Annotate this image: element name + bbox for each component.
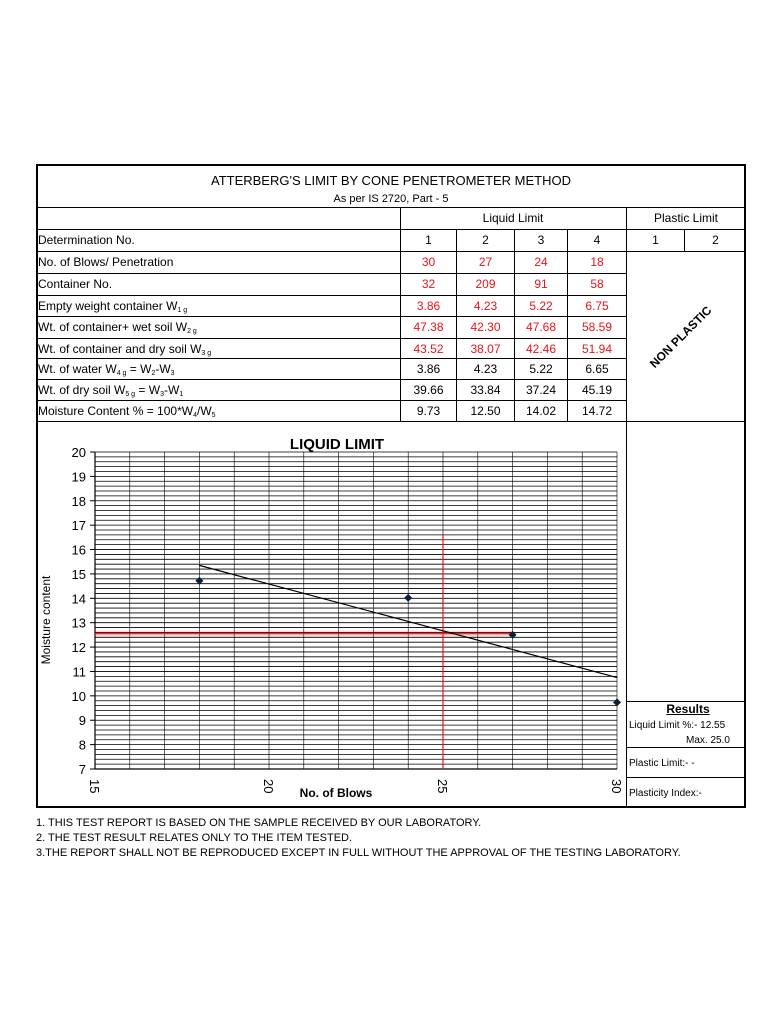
x-tick-label: 20 — [261, 779, 276, 794]
table-cell: 58 — [590, 277, 604, 291]
table-cell: 33.84 — [470, 383, 501, 397]
y-tick-label: 20 — [71, 445, 86, 460]
plasticity-index-result: Plasticity Index:- — [629, 788, 702, 799]
y-tick-label: 18 — [71, 493, 86, 509]
table-cell: 27 — [478, 255, 493, 269]
x-axis-label: No. of Blows — [299, 786, 373, 800]
row-label: Moisture Content % = $100*W_4/W_5$ — [38, 404, 216, 419]
chart-title: LIQUID LIMIT — [289, 436, 385, 453]
table-cell: 5.22 — [529, 362, 553, 376]
y-tick-label: 12 — [71, 640, 86, 656]
table-cell: 58.59 — [581, 320, 613, 334]
table-cell: 3.86 — [416, 299, 441, 313]
table-cell: 24 — [534, 255, 548, 269]
table-cell: 4.23 — [473, 362, 498, 376]
table-cell: 42.46 — [525, 342, 557, 356]
table-cell: 6.75 — [585, 299, 609, 313]
report-notes — [36, 816, 681, 861]
table-cell: 30 — [421, 255, 436, 269]
data-point — [404, 594, 412, 602]
table-cell: 4.23 — [473, 299, 498, 313]
table-cell: 14.02 — [525, 404, 557, 418]
y-tick-label: 8 — [78, 737, 86, 753]
liquid-limit-max: Max. 25.0 — [686, 735, 730, 746]
non-plastic-stamp: NON PLASTIC — [646, 303, 715, 371]
report-subtitle: As per IS 2720, Part - 5 — [333, 193, 449, 205]
table-cell: 51.94 — [581, 342, 613, 356]
table-cell: 37.24 — [525, 383, 557, 397]
table-cell: 5.22 — [529, 299, 553, 313]
table-cell: 2 — [482, 233, 489, 247]
y-tick-label: 13 — [71, 615, 86, 631]
y-axis-ticks — [72, 445, 95, 777]
row-label: Wt. of dry soil $W_{5 g} = W_3-W_1$ — [38, 383, 184, 398]
plastic-column-1: 1 — [652, 233, 659, 247]
results-rule — [626, 747, 746, 748]
note-line: 2. THE TEST RESULT RELATES ONLY TO THE ITEM TESTED. — [36, 832, 353, 844]
results-title: Results — [666, 702, 710, 716]
table-cell: 6.65 — [585, 362, 609, 376]
table-cell: 32 — [421, 277, 436, 291]
table-cell: 4 — [593, 233, 601, 247]
table-cell: 47.38 — [413, 320, 444, 334]
table-cell: 43.52 — [413, 342, 444, 356]
chart-gridlines — [95, 452, 617, 769]
reference-band — [95, 631, 513, 637]
note-line: 1. THIS TEST REPORT IS BASED ON THE SAMPLE RECEIVED BY OUR LABORATORY. — [36, 817, 482, 829]
y-axis-label: Moisture content — [39, 575, 53, 665]
x-tick-label: 15 — [87, 779, 102, 794]
row-label: Determination No. — [38, 233, 135, 247]
table-cell: 209 — [475, 277, 496, 291]
table-cell: 3 — [537, 233, 545, 247]
table-cell: 1 — [425, 233, 432, 247]
y-tick-label: 11 — [72, 664, 86, 680]
table-cell: 3.86 — [416, 362, 441, 376]
table-cell: 14.72 — [581, 404, 613, 418]
note-line: 3.THE REPORT SHALL NOT BE REPRODUCED EXCEPT IN FULL WITHOUT THE APPROVAL OF THE TESTING LABORATORY. — [36, 847, 681, 859]
row-label: Wt. of container+ wet soil $W_{2 g}$ — [38, 320, 197, 335]
liquid-limit-result: Liquid Limit %:- 12.55 — [629, 720, 726, 731]
table-cell: 38.07 — [470, 342, 501, 356]
results-rule — [626, 777, 746, 778]
table-cell: 18 — [590, 255, 604, 269]
row-label: Empty weight container $W_{1 g}$ — [38, 299, 188, 314]
y-tick-label: 9 — [78, 713, 86, 729]
row-label: No. of Blows/ Penetration — [38, 255, 174, 269]
table-cell: 39.66 — [413, 383, 444, 397]
table-cell: 9.73 — [416, 404, 441, 418]
y-tick-label: 19 — [71, 469, 86, 485]
y-tick-label: 14 — [71, 591, 86, 607]
y-tick-label: 16 — [71, 542, 86, 558]
row-label: Wt. of water $W_{4 g} = W_2-W_3$ — [38, 362, 175, 377]
y-tick-label: 17 — [71, 518, 86, 534]
table-cell: 91 — [534, 277, 548, 291]
y-tick-label: 7 — [78, 762, 86, 777]
table-cell: 45.19 — [581, 383, 613, 397]
plastic-limit-result: Plastic Limit:- - — [629, 758, 695, 769]
table-cell: 12.50 — [470, 404, 501, 418]
y-tick-label: 15 — [71, 566, 86, 582]
row-label: Wt. of container and dry soil $W_{3 g}$ — [38, 342, 212, 357]
y-tick-label: 10 — [71, 688, 86, 704]
x-tick-label: 25 — [435, 779, 450, 794]
report-title: ATTERBERG'S LIMIT BY CONE PENETROMETER METHOD — [210, 173, 572, 188]
row-label: Container No. — [38, 277, 113, 291]
table-cell: 47.68 — [525, 320, 557, 334]
liquid-limit-header: Liquid Limit — [482, 211, 544, 225]
plastic-column-2: 2 — [712, 233, 719, 247]
plastic-limit-header: Plastic Limit — [653, 211, 718, 225]
table-cell: 42.30 — [470, 320, 501, 334]
x-tick-label: 30 — [609, 779, 624, 794]
